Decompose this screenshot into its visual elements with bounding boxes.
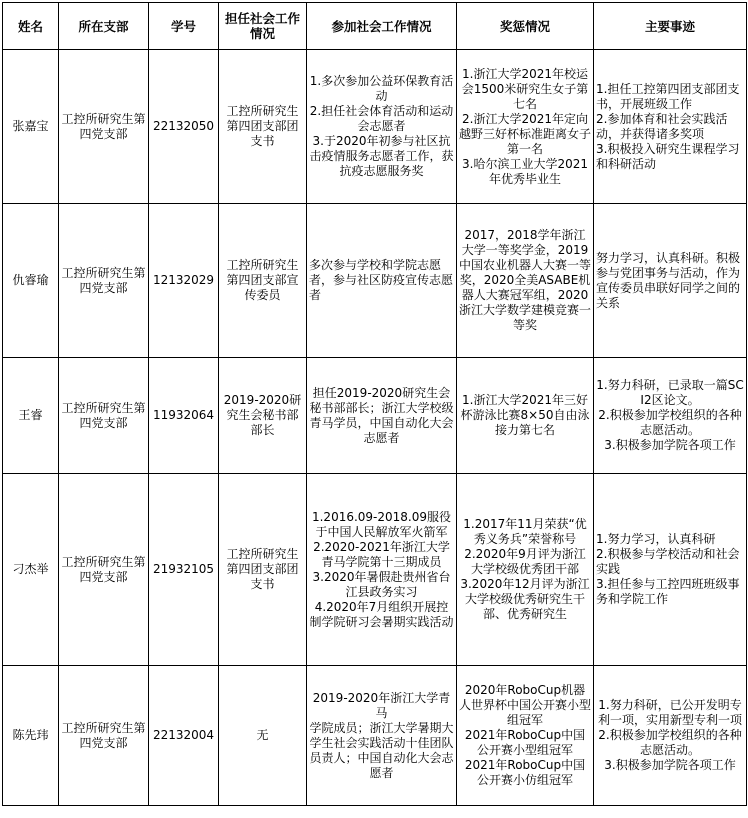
branch-cell: 工控所研究生第四党支部	[59, 204, 149, 358]
activities-cell	[307, 358, 457, 474]
award-line: 2.浙江大学2021年定向越野三好杯标准距离女子第一名	[459, 111, 592, 156]
activity-line: 担任2019-2020研究生会秘书部部长；浙江大学校级青马学员，中国自动化大会志愿者	[309, 385, 454, 445]
table-row	[3, 50, 747, 204]
activity-line: 3.2020年暑假赴贵州省台江县政务实习	[312, 569, 451, 599]
deed-line: 1.担任工控第四团支部团支书，开展班级工作	[596, 81, 740, 111]
header-role: 担任社会工作情况	[219, 3, 307, 50]
branch-cell: 工控所研究生第四党支部	[59, 666, 149, 806]
awards-cell	[457, 204, 594, 358]
student-name: 仇睿瑜	[3, 204, 59, 358]
deeds-cell	[594, 666, 747, 806]
deed-line: 1.努力科研，已公开发明专利一项，实用新型专利一项	[597, 698, 742, 727]
deed-line: 3.积极投入研究生课程学习和科研活动	[596, 141, 740, 171]
activities-cell	[307, 666, 457, 806]
award-line: 3.哈尔滨工业大学2021年优秀毕业生	[462, 156, 588, 186]
activity-line: 2.担任社会体育活动和运动会志愿者	[309, 104, 454, 133]
role-cell: 2019-2020研究生会秘书部部长	[219, 358, 307, 474]
activities-cell	[307, 204, 457, 358]
award-line: 1.2017年11月荣获“优秀义务兵”荣誉称号	[463, 517, 587, 546]
award-line: 1.浙江大学2021年校运会1500米研究生女子第七名	[461, 66, 589, 111]
header-deeds: 主要事迹	[594, 3, 747, 50]
deed-line: 努力学习，认真科研。积极参与党团事务与活动，作为宣传委员串联好同学之间的关系	[596, 250, 741, 310]
table-row	[3, 474, 747, 666]
activities-cell	[307, 474, 457, 666]
deeds-cell	[594, 474, 747, 666]
table-row	[3, 204, 747, 358]
branch-cell: 工控所研究生第四党支部	[59, 474, 149, 666]
award-line: 2021年RoboCup中国公开赛小型组冠军	[464, 728, 586, 757]
student-id: 22132004	[149, 666, 219, 806]
branch-cell: 工控所研究生第四党支部	[59, 50, 149, 204]
deed-line: 2.积极参加学校组织的各种志愿活动。	[598, 408, 742, 437]
activity-line: 1.2016.09-2018.09服役于中国人民解放军火箭军	[311, 509, 452, 539]
award-line: 2020年RoboCup机器人世界杯中国公开赛小型组冠军	[459, 683, 592, 727]
awards-cell	[457, 358, 594, 474]
header-name: 姓名	[3, 3, 59, 50]
deeds-cell	[594, 50, 747, 204]
award-line: 2.2020年9月评为浙江大学校级优秀团干部	[464, 547, 586, 576]
activity-line: 多次参与学校和学院志愿者，参与社区防疫宣传志愿者	[309, 258, 454, 302]
deed-line: 2.积极参与学校活动和社会实践	[596, 547, 740, 576]
activity-line: 2.2020-2021年浙江大学青马学院第十三期成员	[313, 539, 450, 569]
deeds-cell	[594, 204, 747, 358]
award-line: 1.浙江大学2021年三好杯游泳比赛8×50自由泳接力第七名	[460, 393, 590, 437]
activity-line: 4.2020年7月组织开展控制学院研习会暑期实践活动	[309, 599, 454, 629]
honor-table	[2, 2, 747, 806]
deed-line: 3.积极参加学院各项工作	[604, 438, 736, 452]
student-name: 陈先玮	[3, 666, 59, 806]
deed-line: 3.积极参加学院各项工作	[604, 758, 736, 772]
award-line: 2021年RoboCup中国公开赛小仿组冠军	[464, 758, 586, 787]
table-row	[3, 358, 747, 474]
activity-line: 2019-2020年浙江大学青马	[312, 690, 451, 720]
activity-line: 3.于2020年初参与社区抗击疫情服务志愿者工作，获抗疫志愿服务奖	[309, 134, 454, 178]
awards-cell	[457, 474, 594, 666]
activity-line: 学院成员；浙江大学暑期大学生社会实践活动十佳团队员责人；中国自动化大会志愿者	[309, 720, 454, 780]
deed-line: 1.努力科研，已录取一篇SCI2区论文。	[596, 378, 744, 407]
header-awards: 奖惩情况	[457, 3, 594, 50]
header-branch: 所在支部	[59, 3, 149, 50]
student-id: 12132029	[149, 204, 219, 358]
deed-line: 1.努力学习，认真科研	[596, 532, 716, 546]
award-line: 2017，2018学年浙江大学一等奖学金，2019中国农业机器人大赛一等奖，2020全美ASABE机器人大赛冠军组，2020浙江大学数学建模竞赛一等奖	[459, 228, 592, 332]
role-cell: 工控所研究生第四团支部团支书	[219, 50, 307, 204]
awards-cell	[457, 50, 594, 204]
deed-line: 2.积极参加学校组织的各种志愿活动。	[598, 728, 742, 757]
student-id: 21932105	[149, 474, 219, 666]
deeds-cell	[594, 358, 747, 474]
deed-line: 3.担任参与工控四班班级事务和学院工作	[596, 577, 740, 606]
role-cell: 无	[219, 666, 307, 806]
role-cell: 工控所研究生第四团支部团支书	[219, 474, 307, 666]
table-row	[3, 666, 747, 806]
activity-line: 1.多次参加公益环保教育活动	[309, 74, 454, 103]
header-row	[3, 3, 747, 50]
student-name: 刁杰举	[3, 474, 59, 666]
student-id: 22132050	[149, 50, 219, 204]
header-activities: 参加社会工作情况	[307, 3, 457, 50]
student-id: 11932064	[149, 358, 219, 474]
award-line: 3.2020年12月评为浙江大学校级优秀研究生干部、优秀研究生	[460, 577, 590, 621]
student-name: 王睿	[3, 358, 59, 474]
activities-cell	[307, 50, 457, 204]
awards-cell	[457, 666, 594, 806]
header-student-id: 学号	[149, 3, 219, 50]
student-name: 张嘉宝	[3, 50, 59, 204]
role-cell: 工控所研究生第四团支部宣传委员	[219, 204, 307, 358]
deed-line: 2.参加体育和社会实践活动，并获得诸多奖项	[596, 111, 728, 141]
branch-cell: 工控所研究生第四党支部	[59, 358, 149, 474]
